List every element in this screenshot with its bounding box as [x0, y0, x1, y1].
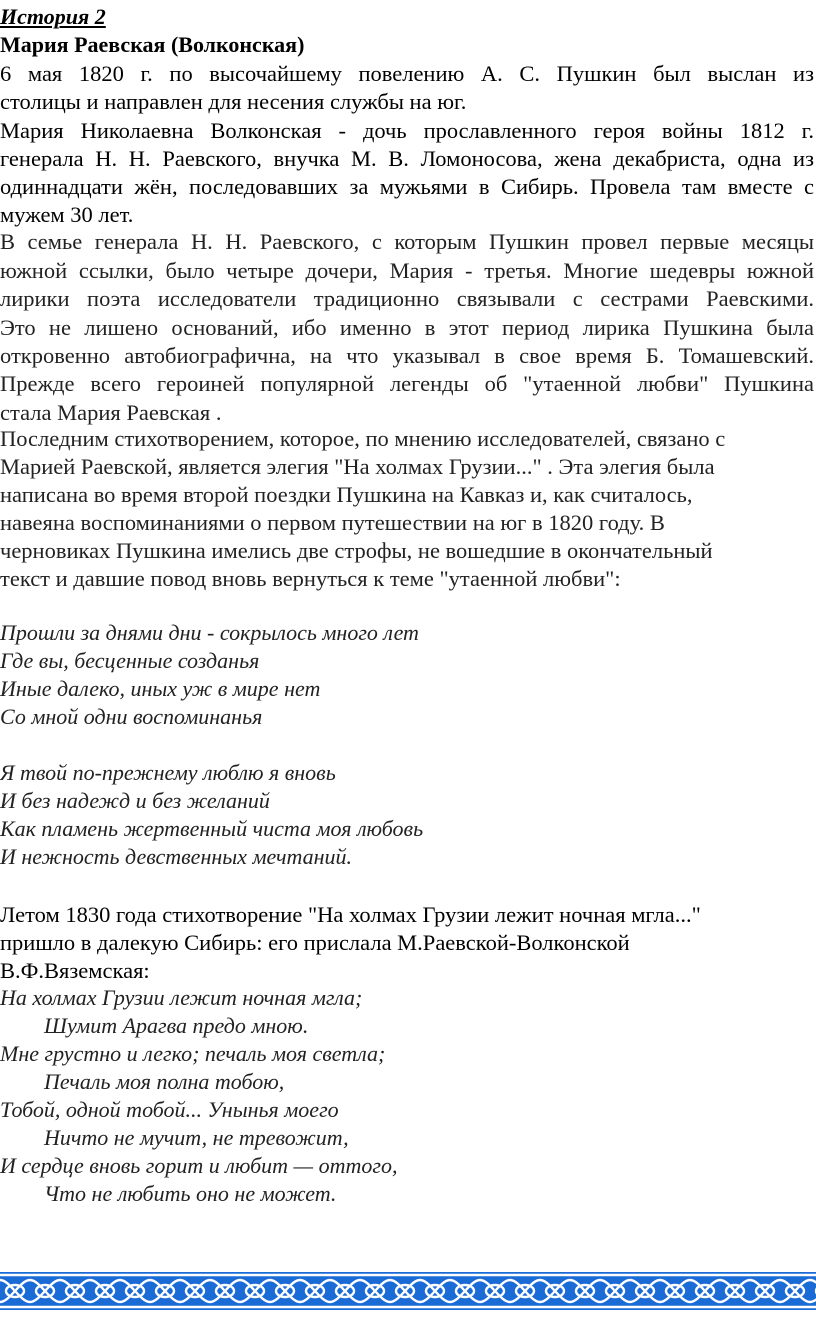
family-line: В семье генерала Н. Н. Раевского, с которым Пушкин провел первые месяцы	[0, 229, 814, 254]
bio-line: генерала Н. Н. Раевского, внучка М. В. Ломоносова, жена декабриста, одна из	[0, 146, 814, 171]
family-line: лирики поэта исследователи традиционно связывали с сестрами Раевскими.	[0, 286, 814, 311]
poem-line: На холмах Грузии лежит ночная мгла;	[0, 985, 363, 1010]
bio-line: одиннадцати жён, последовавших за мужьями в Сибирь. Провела там вместе с	[0, 174, 814, 199]
family-line: южной ссылки, было четыре дочери, Мария - третья. Многие шедевры южной	[0, 258, 814, 283]
poem-line: Что не любить оно не может.	[44, 1181, 337, 1206]
family-line: Это не лишено оснований, ибо именно в этот период лирика Пушкина была	[0, 315, 814, 340]
poem-line: Тобой, одной тобой... Унынья моего	[0, 1097, 339, 1122]
poem-line: Шумит Арагва предо мною.	[44, 1013, 309, 1038]
poem-line: И без надежд и без желаний	[0, 788, 270, 813]
intro-line: 6 мая 1820 г. по высочайшему повелению А. С. Пушкин был выслан из	[0, 61, 814, 86]
story-subheading: Мария Раевская (Волконская)	[0, 32, 305, 57]
poem-line: Печаль моя полна тобою,	[44, 1069, 285, 1094]
paragraph-line: черновиках Пушкина имелись две строфы, не вошедшие в окончательный	[0, 538, 713, 563]
bio-line: Мария Николаевна Волконская - дочь прославленного героя войны 1812 г.	[0, 118, 814, 143]
poem-line: Мне грустно и легко; печаль моя светла;	[0, 1041, 386, 1066]
poem-line: Со мной одни воспоминанья	[0, 704, 263, 729]
paragraph-line: Марией Раевской, является элегия "На холмах Грузии..." . Эта элегия была	[0, 454, 715, 479]
poem-line: Ничто не мучит, не тревожит,	[44, 1125, 349, 1150]
poem-line: Как пламень жертвенный чиста моя любовь	[0, 816, 424, 841]
paragraph-line: навеяна воспоминаниями о первом путешествии на юг в 1820 году. В	[0, 510, 665, 535]
celtic-knot-border	[0, 1272, 816, 1310]
paragraph-line: пришло в далекую Сибирь: его прислала М.Раевской-Волконской	[0, 930, 630, 955]
family-line: стала Мария Раевская .	[0, 400, 222, 425]
paragraph-line: написана во время второй поездки Пушкина на Кавказ и, как считалось,	[0, 482, 693, 507]
bio-line: мужем 30 лет.	[0, 202, 134, 227]
story-heading: История 2	[0, 4, 106, 29]
paragraph-line: текст и давшие повод вновь вернуться к теме "утаенной любви":	[0, 566, 621, 591]
poem-line: И сердце вновь горит и любит — оттого,	[0, 1153, 398, 1178]
paragraph-line: Последним стихотворением, которое, по мнению исследователей, связано с	[0, 426, 726, 451]
poem-line: Иные далеко, иных уж в мире нет	[0, 676, 321, 701]
family-line: откровенно автобиографична, на что указывал в свое время Б. Томашевский.	[0, 343, 814, 368]
poem-line: И нежность девственных мечтаний.	[0, 844, 353, 869]
paragraph-line: Летом 1830 года стихотворение "На холмах Грузии лежит ночная мгла..."	[0, 902, 701, 927]
paragraph-line: В.Ф.Вяземская:	[0, 958, 150, 983]
family-line: Прежде всего героиней популярной легенды об "утаенной любви" Пушкина	[0, 371, 814, 396]
poem-line: Я твой по-прежнему люблю я вновь	[0, 760, 336, 785]
poem-line: Где вы, бесценные созданья	[0, 648, 260, 673]
poem-line: Прошли за днями дни - сокрылось много лет	[0, 620, 419, 645]
intro-line: столицы и направлен для несения службы на юг.	[0, 89, 467, 114]
